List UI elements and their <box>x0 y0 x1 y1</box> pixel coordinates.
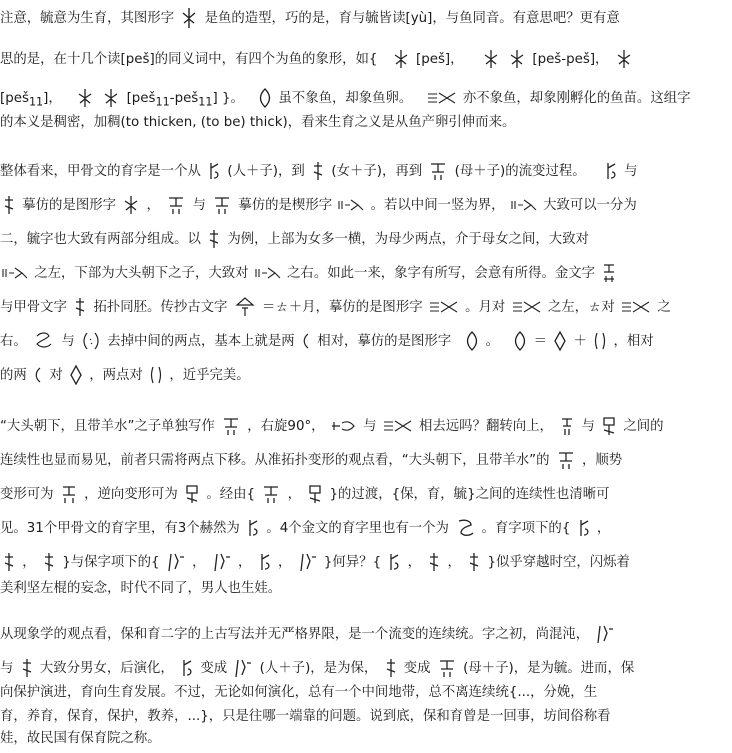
text-span: 与甲骨文字 <box>0 300 67 315</box>
subscript: 11 <box>198 95 213 109</box>
text-span: 注意，毓意为生育，其图形字 <box>0 11 175 26</box>
text-span: (女＋子)，再到 <box>331 164 423 179</box>
fish-roe-pictograph-icon <box>513 330 527 352</box>
text-span: 变形可为 <box>0 487 54 502</box>
text-span: 之 <box>657 300 671 315</box>
fish-pictograph-icon <box>392 48 410 70</box>
oracle-bone-yu-icon <box>166 194 186 216</box>
oracle-bone-yu-icon <box>258 551 272 573</box>
text-span: (母＋子)的流变过程。 <box>454 164 586 179</box>
text-span: 娃，故民国有保育院之称。 <box>0 731 161 746</box>
fish-pictograph-icon <box>482 48 500 70</box>
text-span: 。育字项下的{ <box>481 521 571 536</box>
text-span: 变成 <box>403 661 431 676</box>
text-span: 摹仿的是楔形字 <box>238 198 333 213</box>
text-span: 向保护演进，育向生育发展。不过，无论如何演化，总有一个中间地带，总不离连续统{...，分娩，生 <box>0 685 598 700</box>
text-span: 育，养育，保育，保护，教养，...}，只是往哪一端靠的问题。说到底，保和育曾是一回事，坊间俗称看 <box>0 709 611 724</box>
fish-fry-cuneiform-icon <box>512 300 542 314</box>
oracle-bone-yu-icon <box>428 160 448 182</box>
oracle-bone-yu-icon <box>298 551 318 573</box>
text-span: ＝ <box>533 334 547 349</box>
oracle-bone-yu-icon <box>2 194 16 216</box>
text-span: 对 <box>49 368 63 383</box>
text-span: ，两点对 <box>89 368 143 383</box>
text-span: 大致可以一分为 <box>543 198 637 213</box>
text-span: 相去远吗？翻转向上， <box>419 419 553 434</box>
seal-bao-icon <box>33 330 55 352</box>
oracle-bone-yu-icon <box>20 657 34 679</box>
fish-fry-cuneiform-icon <box>429 300 459 314</box>
text-line <box>0 576 728 602</box>
text-span: 。若以中间一竖为界， <box>370 198 505 213</box>
text-line <box>0 110 728 136</box>
oracle-bone-yu-icon <box>212 551 232 573</box>
text-span: ]， <box>43 91 62 106</box>
text-span: 连续性也显而易见，前者只需将两点下移。从准拓扑变形的观点看，“大头朝下，且带羊水”的 <box>0 453 550 468</box>
text-span: 的本义是稠密，加稠(to thicken, (to be) thick)，看来生育之义是从鱼产卵引伸而来。 <box>0 115 516 130</box>
text-line <box>0 47 728 73</box>
text-line <box>0 193 728 219</box>
fish-roe-pictograph-icon <box>258 87 272 109</box>
oracle-bone-yu-icon <box>261 483 281 505</box>
text-span: 。4个金文的育字里也有一个为 <box>266 521 449 536</box>
seal-bao-icon <box>33 366 43 384</box>
seal-bao-icon <box>81 330 101 352</box>
text-span: ，右旋90°， <box>247 419 325 434</box>
oracle-bone-yu-icon <box>180 657 194 679</box>
text-span: ＋ <box>573 334 587 349</box>
oracle-bone-yu-icon <box>595 623 615 645</box>
text-span: ， <box>447 555 461 570</box>
text-span: 之右。如此一来，象字有所写，会意有所得。金文字 <box>287 266 596 281</box>
bronze-yu-icon <box>455 517 475 539</box>
bronze-yu-icon <box>601 262 617 284</box>
text-span: ，逆向变形可为 <box>84 487 178 502</box>
seal-bao-icon <box>301 332 311 350</box>
text-line <box>0 448 728 474</box>
fish-roe-pictograph-icon <box>69 364 83 386</box>
text-line <box>0 159 728 185</box>
oracle-bone-yu-icon <box>604 160 618 182</box>
oracle-bone-yu-icon <box>60 483 78 505</box>
text-line <box>0 329 728 355</box>
fish-fry-cuneiform-icon <box>511 198 537 212</box>
text-span: 为例，上部为女多一横，为母少两点，介于母女之间，大致对 <box>227 232 589 247</box>
fish-fry-cuneiform-icon <box>427 91 457 105</box>
text-span: 亦不象鱼，却象刚孵化的鱼苗。这组字 <box>462 91 691 106</box>
text-line <box>0 726 728 752</box>
fish-fry-cuneiform-icon <box>255 266 281 280</box>
fish-roe-pictograph-icon <box>553 330 567 352</box>
subscript: 11 <box>155 95 170 109</box>
fish-fry-cuneiform-icon <box>338 198 364 212</box>
fish-pictograph-icon <box>102 87 120 109</box>
text-span: 思的是，在十几个读[peš]的同义词中，有四个为鱼的象形，如{ <box>0 52 378 67</box>
text-line <box>0 363 728 389</box>
oracle-bone-yu-icon <box>601 415 617 437</box>
text-line <box>0 516 728 542</box>
fish-fry-cuneiform-icon <box>2 266 28 280</box>
oracle-bone-yu-icon <box>577 517 591 539</box>
text-span: 与 <box>624 164 638 179</box>
text-span: ， <box>277 555 292 570</box>
text-span: 与 <box>0 661 14 676</box>
text-line <box>0 550 728 576</box>
oracle-bone-yu-icon <box>427 551 441 573</box>
oracle-bone-yu-icon <box>559 415 575 437</box>
oracle-bone-yu-icon <box>556 449 576 471</box>
text-span: -peš <box>169 91 199 106</box>
text-span: ， <box>192 555 206 570</box>
oracle-bone-yu-icon <box>212 194 232 216</box>
text-span: 与 <box>192 198 206 213</box>
text-span: 拓扑同胚。传抄古文字 <box>93 300 228 315</box>
text-span: (人＋子)，是为保， <box>259 661 378 676</box>
text-span: 大致分男女，后演化， <box>39 661 174 676</box>
text-line <box>0 482 728 508</box>
text-span: 去掉中间的两点，基本上就是两 <box>107 334 295 349</box>
text-span: 美利坚左棍的妄念，时代不同了，男人也生娃。 <box>0 581 282 596</box>
oracle-bone-yu-icon <box>307 483 323 505</box>
text-span: ， <box>22 555 36 570</box>
text-line <box>0 622 728 648</box>
text-line <box>0 295 728 321</box>
oracle-bone-yu-icon <box>2 551 16 573</box>
oracle-bone-yu-icon <box>221 415 241 437</box>
subscript: 11 <box>28 95 44 109</box>
fish-pictograph-icon <box>508 48 526 70</box>
text-line <box>0 656 728 682</box>
oracle-bone-yu-icon <box>311 160 325 182</box>
text-line <box>0 414 728 440</box>
text-span: }与保字项下的{ <box>62 555 160 570</box>
text-span: 之间的 <box>623 419 664 434</box>
seal-bao-icon <box>149 365 163 385</box>
fish-pictograph-icon <box>180 6 198 30</box>
text-line <box>0 680 728 706</box>
text-span: 虽不象鱼，却象鱼卵。 <box>278 91 413 106</box>
text-span: “大头朝下，且带羊水”之子单独写作 <box>0 419 215 434</box>
text-span: 。 <box>485 334 500 349</box>
text-span: 。经由{ <box>206 487 256 502</box>
oracle-bone-yu-icon <box>73 296 87 318</box>
text-span: ， <box>596 521 611 536</box>
oracle-bone-yu-icon <box>233 657 253 679</box>
text-span: [peš <box>0 91 29 106</box>
text-span: ，相对 <box>613 334 654 349</box>
oracle-bone-yu-icon <box>166 551 186 573</box>
oracle-bone-yu-icon <box>331 419 357 433</box>
oracle-bone-yu-icon <box>437 657 457 679</box>
text-span: 摹仿的是图形字 <box>22 198 116 213</box>
oracle-bone-yu-icon <box>42 551 56 573</box>
fish-roe-pictograph-icon <box>465 330 479 352</box>
oracle-bone-yu-icon <box>467 551 481 573</box>
text-span: 见。31个甲骨文的育字里，有3个赫然为 <box>0 521 240 536</box>
oracle-bone-yu-icon <box>384 657 398 679</box>
oracle-bone-yu-icon <box>207 228 221 250</box>
text-span: ] }。 <box>212 91 244 106</box>
text-span: }何异？{ <box>323 555 382 570</box>
text-line <box>0 86 728 112</box>
text-line <box>0 6 728 32</box>
oracle-bone-yu-icon <box>207 160 221 182</box>
seal-bao-icon <box>593 331 607 351</box>
text-span: 变成 <box>200 661 228 676</box>
text-line <box>0 227 728 253</box>
text-span: ，近乎完美。 <box>169 368 250 383</box>
text-span: 与 <box>363 419 377 434</box>
fish-pictograph-icon <box>122 194 140 216</box>
text-span: (母＋子)，是为毓。进而，保 <box>463 661 635 676</box>
text-span: [peš <box>126 91 156 106</box>
fish-fry-cuneiform-icon <box>383 419 413 433</box>
text-span: 是鱼的造型，巧的是，育与毓皆读[yù]，与鱼同音。有意思吧？更有意 <box>204 11 620 26</box>
text-line <box>0 261 728 287</box>
text-span: 的两 <box>0 368 27 383</box>
text-span: 右。 <box>0 334 27 349</box>
oracle-bone-yu-icon <box>246 517 260 539</box>
text-span: ，顺势 <box>582 453 623 468</box>
text-span: [peš]， <box>415 52 464 67</box>
text-span: ， <box>287 487 301 502</box>
text-span: 相对，摹仿的是图形字 <box>317 334 452 349</box>
text-span: 之左，下部为大头朝下之子，大致对 <box>34 266 249 281</box>
text-span: 二，毓字也大致有两部分组成。以 <box>0 232 201 247</box>
oracle-bone-yu-icon <box>184 483 200 505</box>
text-span: 与 <box>581 419 595 434</box>
oracle-bone-yu-icon <box>387 551 401 573</box>
text-span: 与 <box>61 334 75 349</box>
text-span: ， <box>238 555 252 570</box>
text-span: ， <box>146 198 160 213</box>
fish-pictograph-icon <box>615 48 633 70</box>
seal-bao-icon <box>234 296 256 318</box>
text-span: ＝ㄊ＋月，摹仿的是图形字 <box>261 300 423 315</box>
text-span: }似乎穿越时空，闪烁着 <box>487 555 630 570</box>
text-span: 。月对 <box>465 300 506 315</box>
text-span: 从现象学的观点看，保和育二字的上古写法并无严格界限，是一个流变的连续统。字之初，尚混沌， <box>0 627 590 642</box>
text-span: [peš-peš]， <box>532 52 609 67</box>
text-span: (人＋子)，到 <box>227 164 305 179</box>
text-span: 整体看来，甲骨文的育字是一个从 <box>0 164 201 179</box>
text-span: ， <box>407 555 422 570</box>
text-span: 之左，ㄊ对 <box>547 300 615 315</box>
fish-fry-cuneiform-icon <box>621 300 651 314</box>
fish-pictograph-icon <box>76 87 94 109</box>
text-span: }的过渡，{保，育，毓}之间的连续性也清晰可 <box>329 487 610 502</box>
